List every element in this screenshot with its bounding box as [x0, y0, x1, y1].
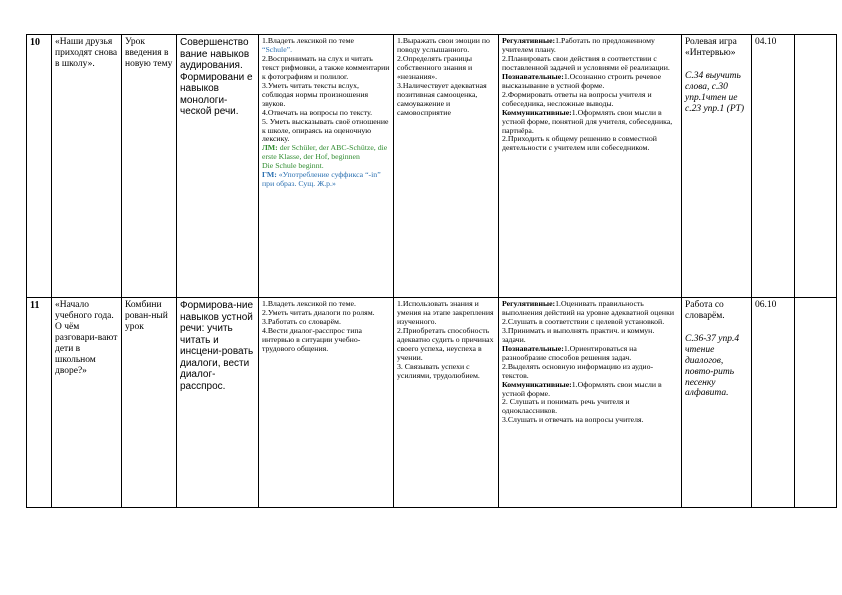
lesson-goal: Совершенство вание навыков аудирования. Формировани е навыков монологи-ческой речи.	[177, 35, 259, 298]
personal-results-cell	[394, 35, 499, 298]
table-row	[27, 298, 837, 508]
uud-item	[502, 398, 678, 416]
uud-cell	[499, 35, 682, 298]
grammar-material-text: «Употребление суффикса “-in” при образ. Сущ. Ж.р.»	[262, 170, 381, 189]
subject-skill-item: 1.Владеть лексикой по теме	[262, 36, 355, 45]
subject-skills-cell	[259, 35, 394, 298]
uud-text: 1.Оформлять свои мысли в устной форме.	[502, 379, 662, 398]
subject-skill-item: 2.Воспринимать на слух и читать текст рифмовки, а также комментарии к фотографиям и полилог.	[262, 53, 390, 81]
uud-label: Коммуникативные:	[502, 107, 572, 117]
subject-skill-item: 2.Уметь читать диалоги по ролям.	[262, 307, 375, 317]
empty-cell	[795, 35, 837, 298]
subject-skill-item: 3.Работать со словарём.	[262, 316, 341, 326]
uud-label: Познавательные:	[502, 343, 564, 353]
uud-label: Регулятивные:	[502, 36, 556, 45]
uud-item	[502, 109, 678, 136]
table-row	[27, 35, 837, 298]
uud-item	[502, 73, 678, 91]
uud-label: Регулятивные:	[502, 299, 556, 308]
lesson-plan-table	[26, 34, 837, 508]
lexical-material-label: ЛМ:	[262, 143, 278, 153]
lesson-goal: Формирова-ние навыков устной речи: учить читать и инсцени-ровать диалоги, вести диалог-расспрос.	[177, 298, 259, 508]
uud-text: 2.Планировать свои действия в соответствии с поставленной задачей и условиями её реализации.	[502, 53, 670, 72]
uud-text: 1.Оценивать правильность выполнения действий на уровне адекватной оценки	[502, 299, 675, 317]
personal-result-item: 1.Выражать свои эмоции по поводу услышанного.	[397, 36, 490, 54]
activity-cell	[682, 298, 752, 508]
personal-result-item: 3. Связывать успехи с усилиями, трудолюбием.	[397, 361, 480, 380]
uud-item	[502, 327, 678, 345]
personal-result-item: 2.Определять границы собственного знания и «незнания».	[397, 53, 473, 81]
uud-text: 1.Оформлять свои мысли в устной форме, понятной для учителя, собеседника, партнёра.	[502, 107, 673, 135]
subject-skill-item: 4.Отвечать на вопросы по тексту.	[262, 107, 373, 117]
lesson-topic: «Наши друзья приходят снова в школу».	[52, 35, 122, 298]
lesson-type: Урок введения в новую тему	[122, 35, 177, 298]
uud-item	[502, 135, 678, 153]
uud-text: 2.Выделять основную информацию из аудио-текстов.	[502, 361, 654, 380]
uud-text: 2.Формировать ответы на вопросы учителя и собеседника, несложные выводы.	[502, 89, 652, 108]
uud-item	[502, 91, 678, 109]
uud-text: 2.Слушать в соответствии с целевой установкой.	[502, 316, 665, 326]
lesson-number: 10	[27, 35, 52, 298]
lesson-date: 06.10	[752, 298, 795, 508]
personal-result-item: 1.Использовать знания и умения на этапе закрепления изученного.	[397, 299, 494, 326]
uud-item	[502, 37, 678, 55]
homework-text: С.36-37 упр.4 чтение диалогов, повто-рить песенку алфавита.	[685, 333, 740, 399]
subject-skill-item: 5. Уметь высказывать своё отношение к школе, опираясь на оценочную лексику.	[262, 116, 389, 144]
subject-skill-item: 4.Вести диалог-расспрос типа интервью в ситуации учебно-трудового общения.	[262, 325, 363, 353]
uud-label: Коммуникативные:	[502, 379, 572, 389]
uud-cell	[499, 298, 682, 508]
subject-skill-item: 3.Уметь читать тексты вслух, соблюдая нормы произношения звуков.	[262, 80, 369, 108]
uud-text: 1.Осознанно строить речевое высказывание в устной форме.	[502, 71, 662, 90]
uud-text: 1.Работать по предложенному учителем плану.	[502, 36, 655, 54]
homework-text: С.34 выучить слова, с.30 упр.1чтен ие с.23 упр.1 (РТ)	[685, 70, 745, 114]
uud-item	[502, 345, 678, 363]
lesson-number: 11	[27, 298, 52, 508]
subject-skills-cell	[259, 298, 394, 508]
personal-results-cell	[394, 298, 499, 508]
grammar-material	[262, 171, 390, 189]
uud-text: 3.Слушать и отвечать на вопросы учителя.	[502, 415, 644, 425]
uud-item	[502, 300, 678, 318]
subject-skill-item: “Schule”.	[262, 44, 293, 54]
uud-item	[502, 381, 678, 399]
personal-result-item: 2.Приобретать способность адекватно судить о причинах своего успеха, неуспеха в учении.	[397, 325, 494, 362]
lesson-date: 04.10	[752, 35, 795, 298]
uud-text: 2. Слушать и понимать речь учителя и одноклассников.	[502, 397, 630, 416]
uud-text: 1.Ориентироваться на разнообразие способов решения задач.	[502, 343, 637, 362]
lexical-material-text: der Schüler, der ABC-Schütze, die erste Klasse, der Hof, beginnen	[262, 143, 388, 162]
grammar-material-label: ГМ:	[262, 170, 277, 180]
lexical-material-extra: Die Schule beginnt.	[262, 161, 324, 171]
lesson-type: Комбини рован-ный урок	[122, 298, 177, 508]
lexical-material	[262, 144, 390, 162]
uud-item	[502, 55, 678, 73]
uud-text: 3.Принимать и выполнять практич. и коммун. задачи.	[502, 325, 655, 344]
lesson-topic: «Начало учебного года. О чём разговари-вают дети в школьном дворе?»	[52, 298, 122, 508]
uud-label: Познавательные:	[502, 71, 564, 81]
uud-item	[502, 363, 678, 381]
activity-cell	[682, 35, 752, 298]
uud-text: 2.Приходить к общему решению в совместной деятельности с учителем или собеседником.	[502, 134, 657, 153]
activity-text: Ролевая игра «Интервью»	[685, 37, 737, 58]
empty-cell	[795, 298, 837, 508]
personal-result-item: 3.Наличествует адекватная позитивная самооценка, самоуважение и самовосприятие	[397, 80, 487, 117]
subject-skill-item: 1.Владеть лексикой по теме.	[262, 299, 356, 308]
activity-text: Работа со словарём.	[685, 300, 725, 321]
uud-item	[502, 416, 678, 425]
